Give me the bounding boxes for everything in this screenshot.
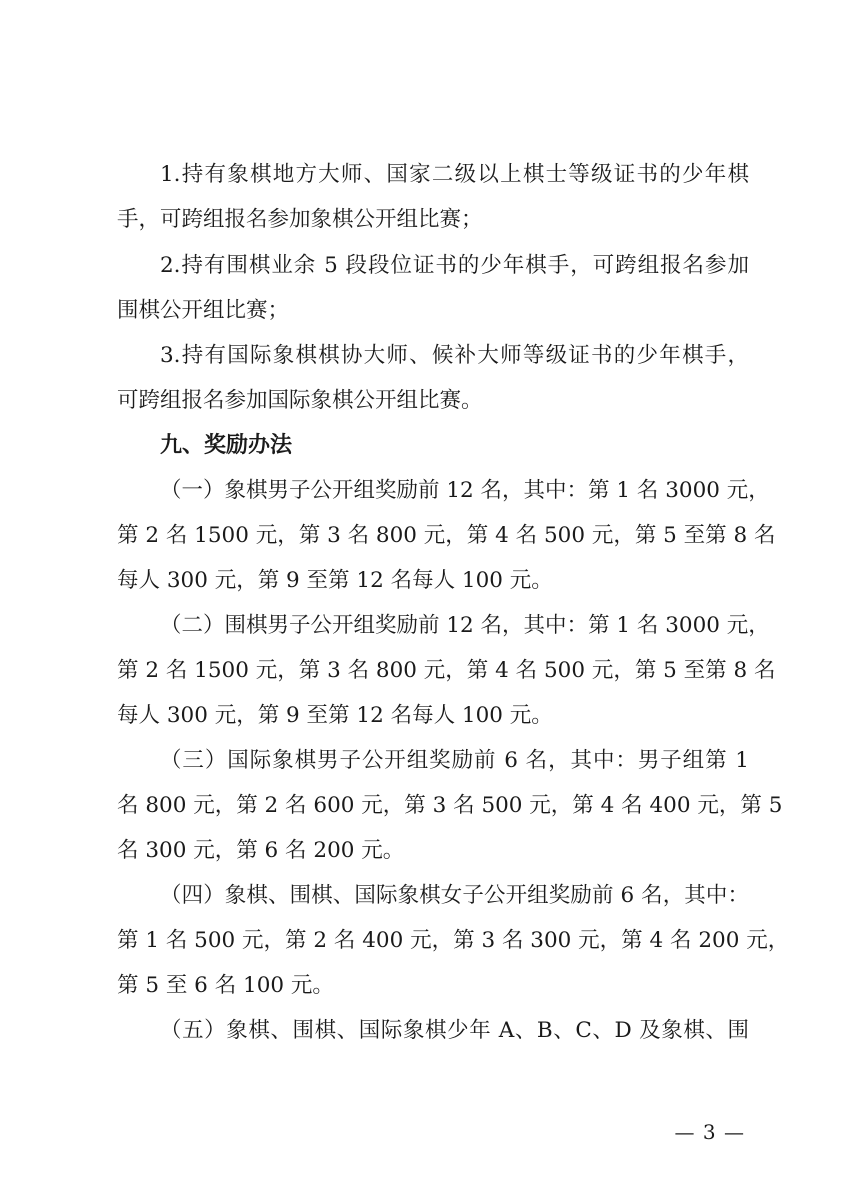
rule-3-line-2: 可跨组报名参加国际象棋公开组比赛。 xyxy=(117,388,483,413)
rule-1-paragraph xyxy=(117,152,749,242)
award-5-paragraph xyxy=(117,1008,749,1053)
rule-2-line-1: 2.持有围棋业余 5 段段位证书的少年棋手，可跨组报名参加 xyxy=(160,253,749,278)
award-1-line-1: （一）象棋男子公开组奖励前 12 名，其中：第 1 名 3000 元， xyxy=(160,478,770,503)
award-1-paragraph xyxy=(117,468,776,603)
award-4-line-1: （四）象棋、围棋、国际象棋女子公开组奖励前 6 名，其中： xyxy=(160,883,749,908)
rule-3-line-1: 3.持有国际象棋棋协大师、候补大师等级证书的少年棋手， xyxy=(160,343,749,368)
award-4-line-3: 第 5 至 6 名 100 元。 xyxy=(117,973,334,998)
award-2-line-2: 第 2 名 1500 元，第 3 名 800 元，第 4 名 500 元，第 5 至第 8 名 xyxy=(117,658,776,683)
rule-2-line-2: 围棋公开组比赛； xyxy=(117,298,290,323)
award-2-line-1: （二）围棋男子公开组奖励前 12 名，其中：第 1 名 3000 元， xyxy=(160,613,770,638)
award-4-line-2: 第 1 名 500 元，第 2 名 400 元，第 3 名 300 元，第 4 名 200 元， xyxy=(117,928,790,953)
award-3-line-3: 名 300 元，第 6 名 200 元。 xyxy=(117,838,405,863)
rule-3-paragraph xyxy=(117,333,749,423)
award-2-line-3: 每人 300 元，第 9 至第 12 名每人 100 元。 xyxy=(117,703,553,728)
page-number: — 3 — xyxy=(674,1120,745,1144)
award-2-paragraph xyxy=(117,603,776,738)
award-5-line-1: （五）象棋、围棋、国际象棋少年 A、B、C、D 及象棋、围 xyxy=(160,1018,749,1043)
award-1-line-2: 第 2 名 1500 元，第 3 名 800 元，第 4 名 500 元，第 5 至第 8 名 xyxy=(117,523,776,548)
rule-1-line-2: 手，可跨组报名参加象棋公开组比赛； xyxy=(117,207,483,232)
section-heading: 九、奖励办法 xyxy=(160,433,293,458)
rule-1-line-1: 1.持有象棋地方大师、国家二级以上棋士等级证书的少年棋 xyxy=(160,162,749,187)
award-3-line-1: （三）国际象棋男子公开组奖励前 6 名，其中：男子组第 1 xyxy=(160,748,749,773)
award-1-line-3: 每人 300 元，第 9 至第 12 名每人 100 元。 xyxy=(117,568,553,593)
award-3-paragraph xyxy=(117,738,783,873)
award-3-line-2: 名 800 元，第 2 名 600 元，第 3 名 500 元，第 4 名 400 元，第 5 xyxy=(117,793,783,818)
rule-2-paragraph xyxy=(117,243,749,333)
award-4-paragraph xyxy=(117,873,790,1008)
